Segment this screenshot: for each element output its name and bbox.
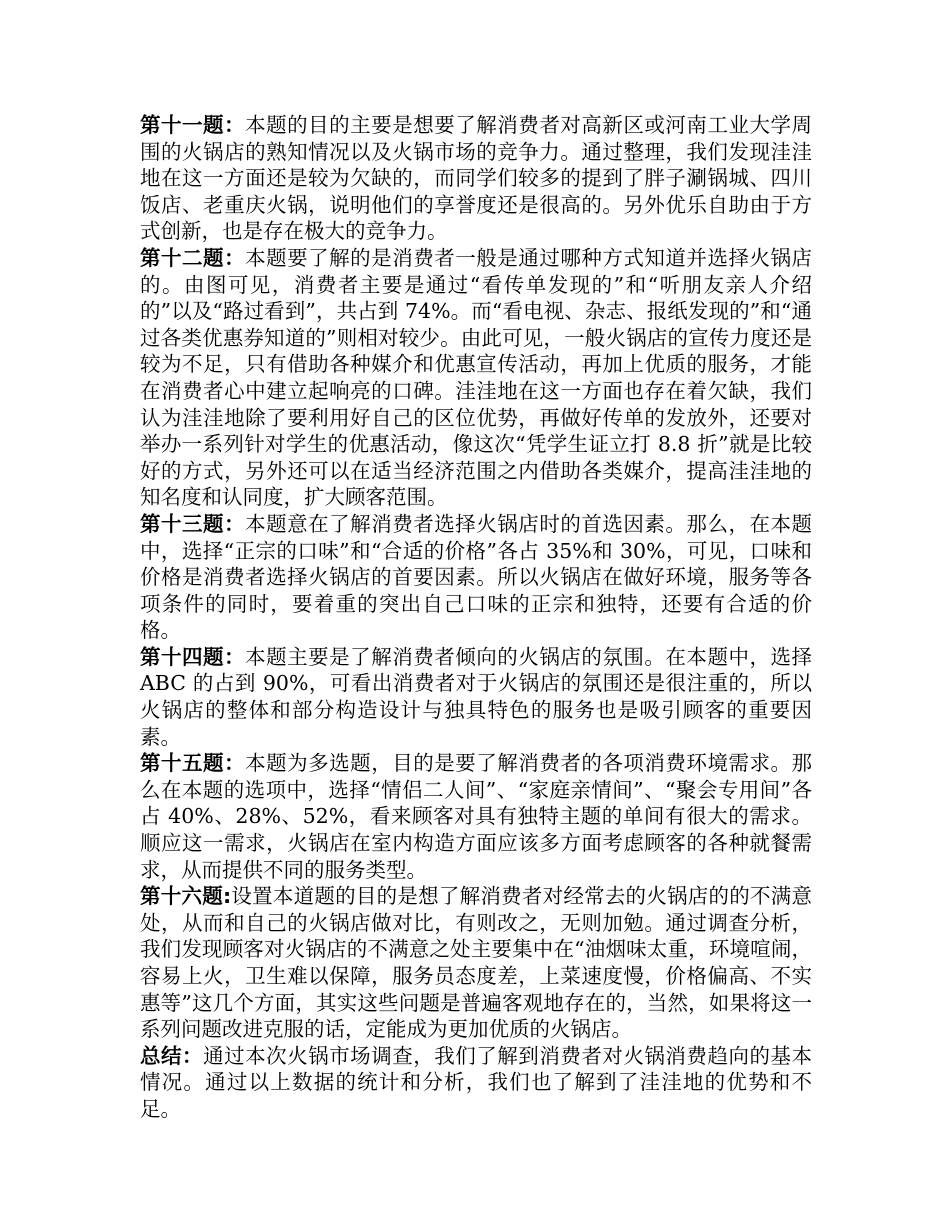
paragraph-q11 bbox=[140, 112, 812, 245]
paragraph-text: 设置本道题的目的是想了解消费者对经常去的火锅店的的不满意处，从而和自己的火锅店做对比，有则改之，无则加勉。通过调查分析，我们发现顾客对火锅店的不满意之处主要集中在“油烟味太重，环境喧闹，容易上火，卫生难以保障，服务员态度差，上菜速度慢，价格偏高、不实惠等”这几个方面，其实这些问题是普遍客观地存在的，当然，如果将这一系列问题改进克服的话，定能成为更加优质的火锅店。 bbox=[140, 884, 813, 1042]
paragraph-q12 bbox=[140, 245, 812, 511]
paragraph-label: 第十六题: bbox=[140, 884, 232, 909]
paragraph-q13 bbox=[140, 511, 812, 644]
paragraph-q14 bbox=[140, 644, 812, 750]
paragraph-text: 本题的目的主要是想要了解消费者对高新区或河南工业大学周围的火锅店的熟知情况以及火锅市场的竞争力。通过整理，我们发现洼洼地在这一方面还是较为欠缺的，而同学们较多的提到了胖子涮锅城、四川饭店、老重庆火锅，说明他们的享誉度还是很高的。另外优乐自助由于方式创新，也是存在极大的竞争力。 bbox=[140, 113, 813, 244]
paragraph-label: 第十五题： bbox=[140, 751, 246, 776]
paragraph-q16 bbox=[140, 883, 812, 1043]
paragraph-label: 第十三题： bbox=[140, 511, 246, 536]
paragraph-text: 本题主要是了解消费者倾向的火锅店的氛围。在本题中，选择 ABC 的占到 90%，可看出消费者对于火锅店的氛围还是很注重的，所以火锅店的整体和部分构造设计与独具特色的服务也是吸引顾客的重要因素。 bbox=[140, 644, 813, 749]
paragraph-q15 bbox=[140, 750, 812, 883]
paragraph-label: 总结： bbox=[140, 1043, 204, 1068]
paragraph-text: 本题要了解的是消费者一般是通过哪种方式知道并选择火锅店的。由图可见，消费者主要是通过“看传单发现的”和“听朋友亲人介绍的”以及“路过看到”，共占到 74%。而“看电视、杂志、报纸发现的”和“通过各类优惠券知道的”则相对较少。由此可见，一般火锅店的宣传力度还是较为不足，只有借助各种媒介和优惠宣传活动，再加上优质的服务，才能在消费者心中建立起响亮的口碑。洼洼地在这一方面也存在着欠缺，我们认为洼洼地除了要利用好自己的区位优势，再做好传单的发放外，还要对举办一系列针对学生的优惠活动，像这次“凭学生证立打 8.8 折”就是比较好的方式，另外还可以在适当经济范围之内借助各类媒介，提高洼洼地的知名度和认同度，扩大顾客范围。 bbox=[140, 245, 813, 510]
paragraph-text: 本题意在了解消费者选择火锅店时的首选因素。那么，在本题中，选择“正宗的口味”和“合适的价格”各占 35%和 30%，可见，口味和价格是消费者选择火锅店的首要因素。所以火锅店在做好环境，服务等各项条件的同时，要着重的突出自己口味的正宗和独特，还要有合适的价格。 bbox=[140, 511, 813, 643]
document-page bbox=[140, 112, 812, 1123]
paragraph-label: 第十二题： bbox=[140, 245, 246, 270]
paragraph-text: 本题为多选题，目的是要了解消费者的各项消费环境需求。那么在本题的选项中，选择“情侣二人间”、“家庭亲情间”、“聚会专用间”各占 40%、28%、52%，看来顾客对具有独特主题的单间有很大的需求。顺应这一需求，火锅店在室内构造方面应该多方面考虑顾客的各种就餐需求，从而提供不同的服务类型。 bbox=[140, 751, 813, 882]
paragraph-label: 第十一题： bbox=[140, 113, 246, 137]
paragraph-label: 第十四题： bbox=[140, 644, 246, 669]
paragraph-summary bbox=[140, 1043, 812, 1123]
paragraph-text: 通过本次火锅市场调查，我们了解到消费者对火锅消费趋向的基本情况。通过以上数据的统计和分析，我们也了解到了洼洼地的优势和不足。 bbox=[140, 1043, 813, 1121]
